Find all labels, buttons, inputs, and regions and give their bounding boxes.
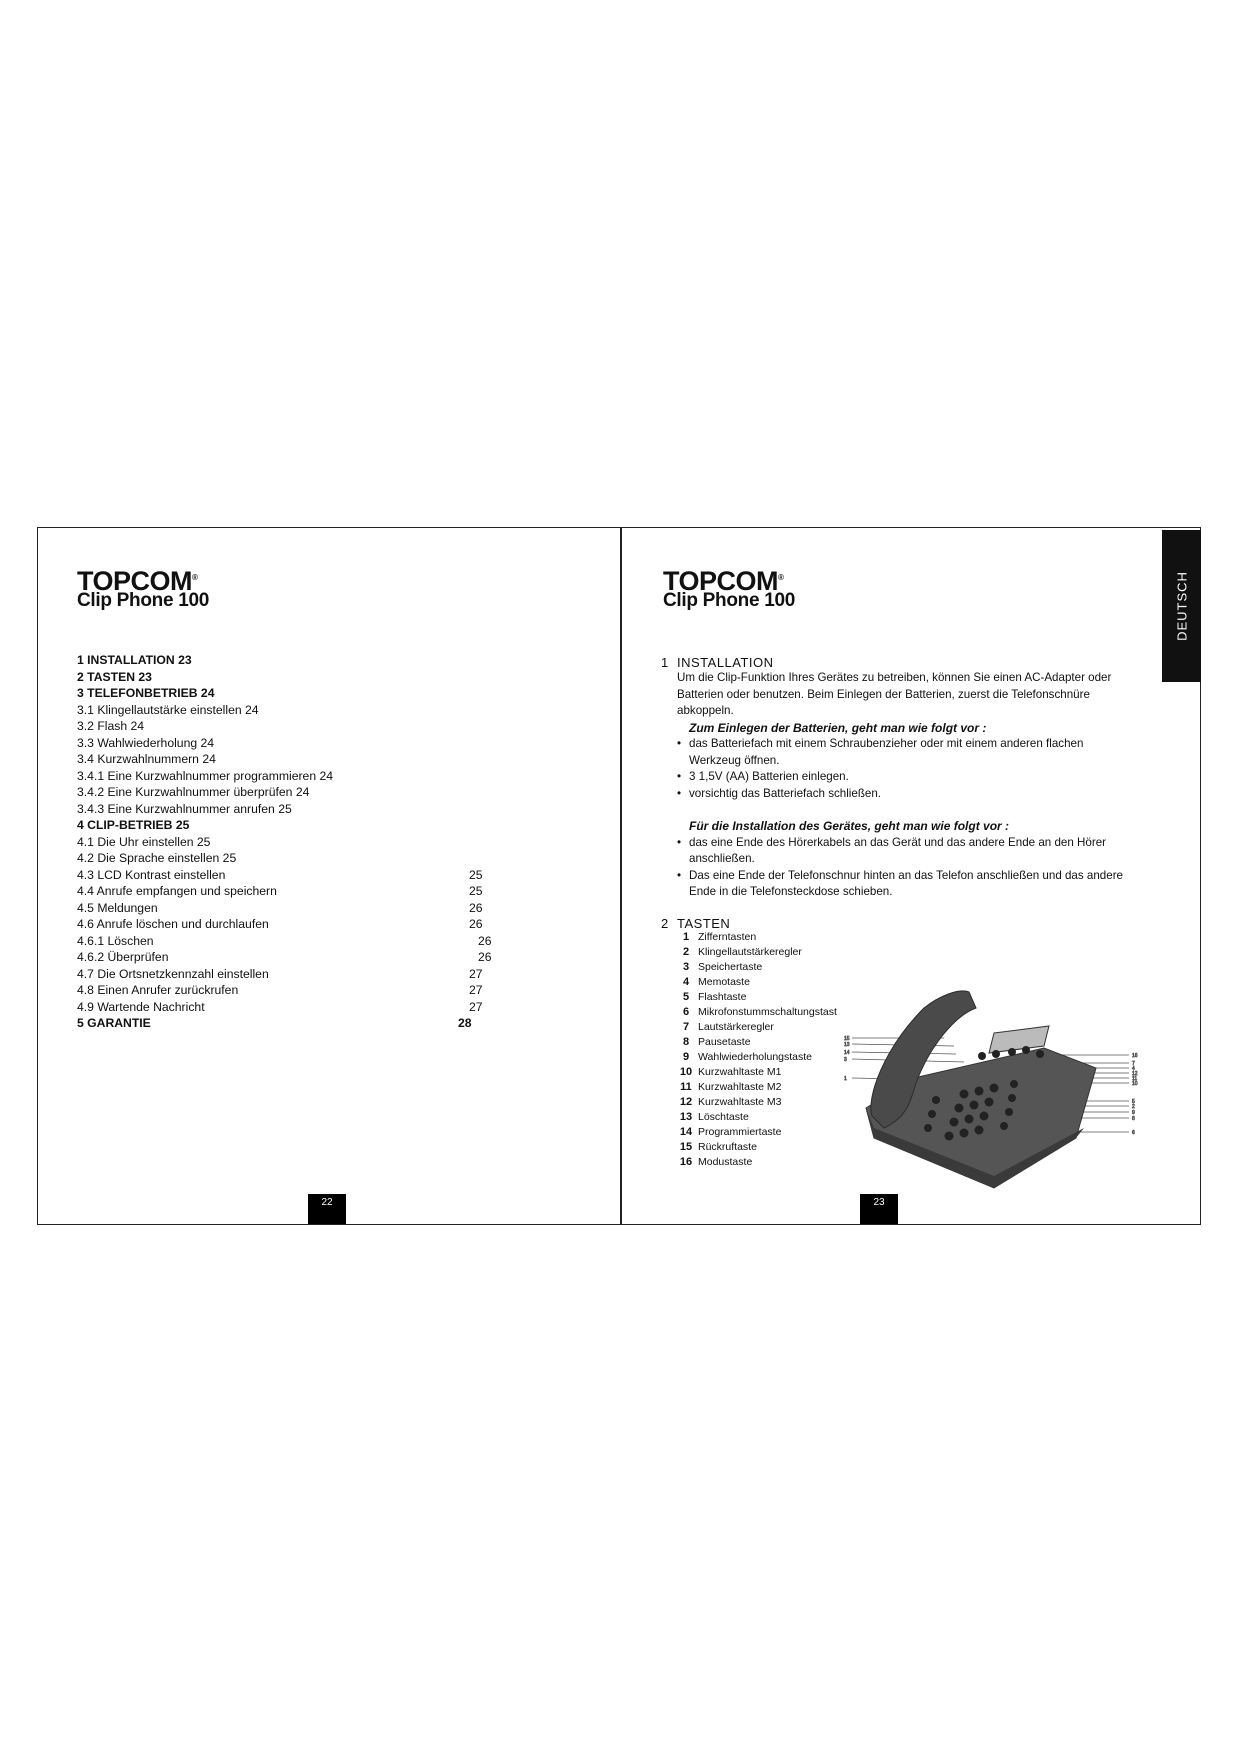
toc-entry-page: 25 [469, 867, 483, 882]
svg-text:13: 13 [844, 1042, 850, 1048]
toc-entry-page: 27 [469, 966, 483, 981]
svg-text:5: 5 [1132, 1099, 1135, 1105]
key-label: Speichertaste [698, 961, 763, 973]
toc-entry [77, 768, 333, 785]
language-tab: DEUTSCH [1162, 530, 1201, 682]
toc-entry-page: 26 [469, 900, 483, 915]
toc-entry-page: 26 [478, 933, 492, 948]
key-number: 8 [682, 1036, 690, 1048]
key-number: 14 [679, 1126, 693, 1138]
toc-entry-page: 26 [469, 917, 483, 931]
key-number: 1 [682, 931, 690, 943]
toc-entry-label: 2 TASTEN 23 [77, 669, 152, 684]
key-label: Modustaste [698, 1156, 753, 1168]
key-item [674, 945, 837, 960]
toc-entry-label: 3.4.2 Eine Kurzwahlnummer überprüfen 24 [77, 785, 310, 799]
key-label: Kurzwahltaste M2 [698, 1081, 782, 1093]
toc-entry-page: 27 [469, 983, 483, 997]
toc-entry-label: 4.4 Anrufe empfangen und speichern [77, 884, 277, 898]
key-number: 11 [680, 1081, 692, 1093]
toc-entry-label: 3.3 Wahlwiederholung 24 [77, 735, 215, 750]
install-steps [677, 835, 1132, 901]
key-number: 4 [682, 976, 690, 988]
section-heading-installation: 1 INSTALLATION [661, 655, 774, 670]
svg-text:2: 2 [1132, 1104, 1135, 1110]
toc-entry-page: 28 [458, 1016, 472, 1030]
product-title: Clip Phone 100 [663, 590, 796, 611]
key-number: 13 [679, 1111, 693, 1123]
key-label: Kurzwahltaste M3 [698, 1096, 782, 1108]
key-label: Pausetaste [698, 1036, 751, 1048]
key-number: 15 [679, 1141, 693, 1153]
toc-entry [77, 735, 333, 752]
battery-steps [677, 736, 1132, 802]
topcom-logo: TOPCOM® [663, 566, 784, 596]
key-number: 3 [682, 961, 690, 973]
toc-entry-label: 4 CLIP-BETRIEB 25 [77, 818, 190, 832]
toc-entry [77, 1015, 472, 1032]
section-heading-tasten: 2 TASTEN [661, 916, 731, 931]
key-item [674, 1140, 837, 1155]
key-label: Lautstärkeregler [698, 1021, 774, 1033]
toc-entry [77, 867, 483, 884]
bullet-item: • 3 1,5V (AA) Batterien einlegen. [677, 769, 1132, 786]
svg-text:14: 14 [844, 1050, 850, 1056]
toc-entry [77, 834, 333, 851]
toc-entry-label: 4.5 Meldungen [77, 900, 158, 915]
key-item [674, 1065, 837, 1080]
key-item [674, 1035, 837, 1050]
svg-text:16: 16 [1132, 1053, 1138, 1059]
toc-entry-label: 5 GARANTIE [77, 1016, 151, 1030]
key-number: 5 [682, 991, 690, 1003]
key-item [674, 1005, 837, 1020]
toc-entry [77, 784, 333, 801]
svg-text:7: 7 [1132, 1061, 1135, 1067]
bullet-item: • das Batteriefach mit einem Schraubenzieher oder mit einem anderen flachen Werkzeug öffnen. [677, 736, 1132, 769]
bullet-item: • vorsichtig das Batteriefach schließen. [677, 786, 1132, 803]
toc-entry-label: 4.7 Die Ortsnetzkennzahl einstellen [77, 966, 269, 981]
key-number: 12 [679, 1096, 693, 1108]
key-number: 16 [679, 1156, 693, 1168]
toc-entry [77, 966, 483, 983]
toc-entry [77, 669, 333, 686]
toc-entry [77, 949, 492, 966]
toc-entry-page: 27 [469, 999, 483, 1014]
toc-entry [77, 685, 333, 702]
toc-entry-label: 4.6 Anrufe löschen und durchlaufen [77, 917, 269, 931]
key-item [674, 1050, 837, 1065]
toc-entry-label: 4.8 Einen Anrufer zurückrufen [77, 983, 239, 997]
toc-entry-page: 25 [469, 884, 483, 898]
key-label: Löschtaste [698, 1111, 749, 1123]
toc-entry [77, 900, 483, 917]
toc-entry [77, 817, 333, 834]
key-number: 2 [682, 946, 690, 958]
key-number: 6 [682, 1006, 690, 1018]
bullet-item: • Das eine Ende der Telefonschnur hinten an das Telefon anschließen und das andere Ende in die Telefonsteckdose schieben. [677, 868, 1132, 901]
key-item [674, 1125, 837, 1140]
toc-entry [77, 801, 333, 818]
key-item [674, 930, 837, 945]
toc-entry-label: 4.6.2 Überprüfen [77, 950, 169, 964]
key-list [674, 930, 837, 1170]
svg-text:1: 1 [844, 1076, 847, 1082]
bullet-item: • das eine Ende des Hörerkabels an das Gerät und das andere Ende an den Hörer anschließen. [677, 835, 1132, 868]
key-label: Programmiertaste [698, 1126, 782, 1138]
key-label: Flashtaste [698, 991, 747, 1003]
svg-text:8: 8 [1132, 1116, 1135, 1122]
page-number: 22 [308, 1194, 346, 1224]
key-item [674, 1020, 837, 1035]
svg-text:6: 6 [1132, 1130, 1135, 1136]
manual-spread [37, 527, 1201, 1225]
svg-text:3: 3 [844, 1057, 847, 1063]
installation-intro: Um die Clip-Funktion Ihres Gerätes zu betreiben, können Sie einen AC-Adapter oder Batterien oder benutzen. Beim Einlegen der Batterien, zuerst die Telefonschnüre abkoppeln. [677, 671, 1112, 717]
key-item [674, 975, 837, 990]
svg-text:15: 15 [844, 1036, 850, 1042]
toc-entry-label: 3.4.1 Eine Kurzwahlnummer programmieren 24 [77, 768, 334, 783]
install-heading: Für die Installation des Gerätes, geht man wie folgt vor : [689, 819, 1010, 833]
toc-entry-label: 1 INSTALLATION 23 [77, 653, 192, 667]
key-item [674, 960, 837, 975]
table-of-contents [77, 652, 492, 1032]
key-number: 9 [682, 1051, 690, 1063]
toc-entry-label: 4.9 Wartende Nachricht [77, 999, 205, 1014]
left-page [38, 528, 620, 1224]
toc-entry [77, 916, 483, 933]
key-label: Wahlwiederholungstaste [698, 1051, 813, 1063]
key-item [674, 1155, 837, 1170]
key-item [674, 1080, 837, 1095]
toc-entry-label: 4.2 Die Sprache einstellen 25 [77, 851, 237, 865]
svg-text:11: 11 [1132, 1076, 1138, 1082]
topcom-logo: TOPCOM® [77, 566, 198, 596]
product-title: Clip Phone 100 [77, 590, 210, 611]
phone-illustration [844, 988, 1144, 1193]
key-label: Mikrofonstummschaltungstast [698, 1006, 837, 1018]
toc-entry-label: 3 TELEFONBETRIEB 24 [77, 686, 215, 700]
key-number: 10 [679, 1066, 693, 1078]
key-item [674, 990, 837, 1005]
svg-text:10: 10 [1132, 1081, 1138, 1087]
toc-entry-page: 26 [478, 950, 492, 964]
toc-entry [77, 999, 483, 1016]
key-label: Zifferntasten [698, 931, 757, 943]
toc-entry [77, 883, 483, 900]
toc-entry [77, 751, 333, 768]
key-item [674, 1110, 837, 1125]
key-number: 7 [682, 1021, 690, 1033]
right-page [622, 528, 1200, 1224]
toc-entry [77, 702, 333, 719]
svg-text:4: 4 [1132, 1066, 1135, 1072]
toc-entry-label: 3.1 Klingellautstärke einstellen 24 [77, 702, 259, 717]
toc-entry-label: 3.2 Flash 24 [77, 719, 145, 733]
toc-entry-label: 3.4 Kurzwahlnummern 24 [77, 752, 216, 766]
toc-entry [77, 933, 492, 950]
toc-entry [77, 982, 483, 999]
page-number: 23 [860, 1194, 898, 1224]
key-label: Rückruftaste [698, 1141, 757, 1153]
toc-entry [77, 718, 333, 735]
toc-entry-label: 4.3 LCD Kontrast einstellen [77, 867, 226, 882]
installation-body [677, 670, 1132, 901]
svg-text:12: 12 [1132, 1071, 1138, 1077]
battery-heading: Zum Einlegen der Batterien, geht man wie folgt vor : [689, 720, 987, 735]
toc-entry-label: 4.6.1 Löschen [77, 933, 154, 948]
toc-entry [77, 850, 333, 867]
key-item [674, 1095, 837, 1110]
key-label: Memotaste [698, 976, 750, 988]
key-label: Kurzwahltaste M1 [698, 1066, 782, 1078]
svg-text:9: 9 [1132, 1110, 1135, 1116]
toc-entry-label: 4.1 Die Uhr einstellen 25 [77, 834, 211, 849]
toc-entry-label: 3.4.3 Eine Kurzwahlnummer anrufen 25 [77, 801, 292, 816]
toc-entry [77, 652, 333, 669]
key-label: Klingellautstärkeregler [698, 946, 802, 958]
